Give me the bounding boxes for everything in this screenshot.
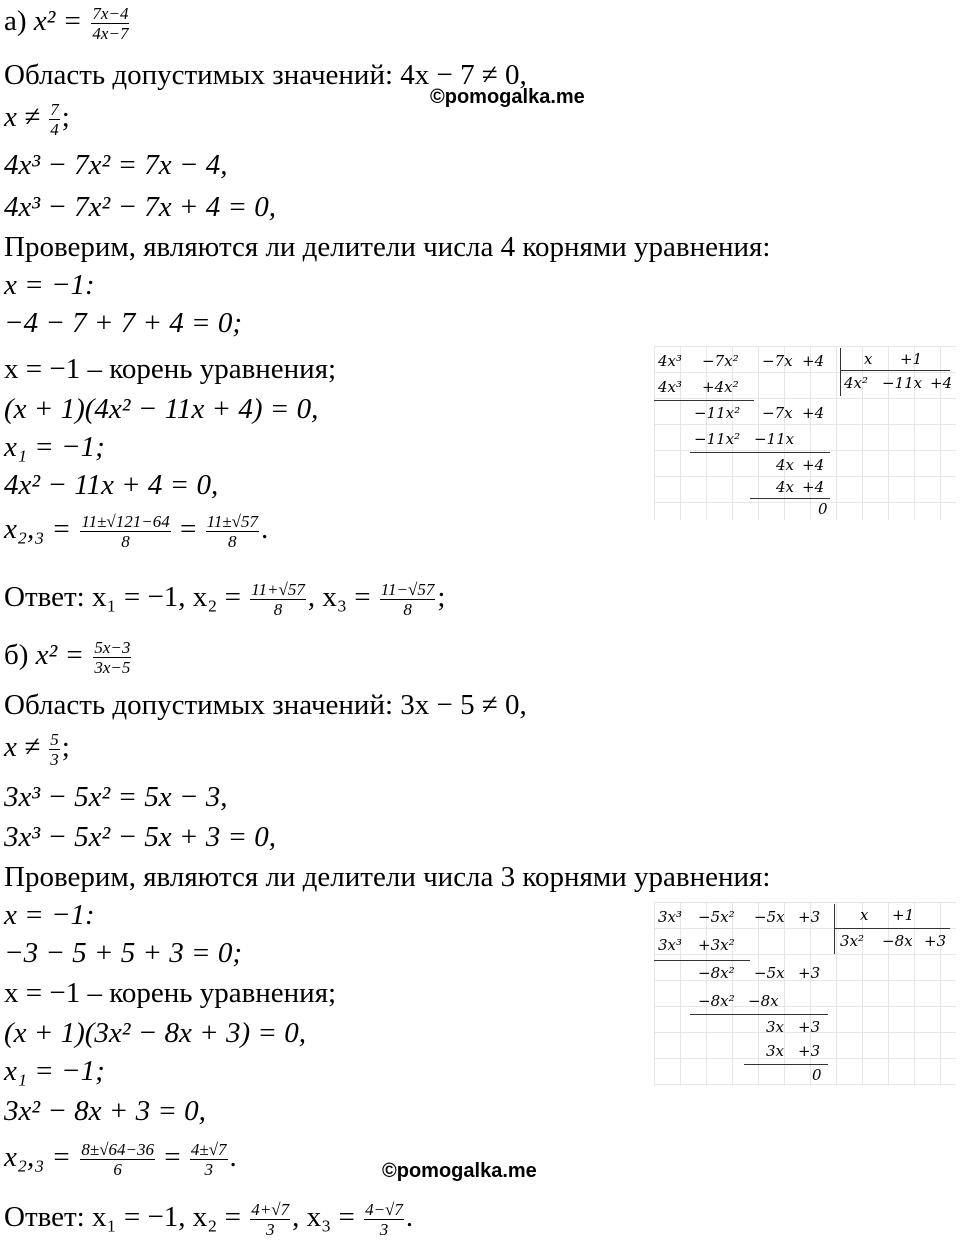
fraction (206, 512, 259, 551)
division-term: 4x³ (658, 378, 683, 396)
fraction-denominator: 8 (121, 532, 130, 551)
part-b-label: б) (4, 639, 29, 672)
fraction-numerator: 4±√7 (190, 1140, 227, 1159)
division-term: +3 (798, 908, 821, 926)
equation-line: 3x² − 8x + 3 = 0, (4, 1095, 206, 1127)
division-term: +4 (802, 352, 825, 370)
division-term: 3x (766, 1018, 785, 1036)
division-term: x (864, 350, 873, 368)
fraction-numerator: 11+√57 (251, 580, 305, 599)
part-a-equation (4, 4, 131, 43)
division-term: +3 (798, 1042, 821, 1060)
equation-line: x₁ = −1; (4, 1055, 105, 1087)
division-term: −11x (754, 430, 795, 448)
fraction-denominator: 8 (228, 532, 237, 551)
fraction (364, 1200, 404, 1239)
division-term: +4 (802, 478, 825, 496)
math-text: = (179, 513, 197, 546)
math-text: , x₃ = (292, 1201, 355, 1234)
division-term: −8x (748, 992, 779, 1010)
fraction-denominator: 3 (379, 1220, 389, 1239)
math-text: ; (61, 101, 70, 134)
division-term: −8x² (698, 992, 735, 1010)
division-term: −5x² (698, 908, 735, 926)
x-not-equal (4, 730, 70, 769)
equation-line: (x + 1)(4x² − 11x + 4) = 0, (4, 393, 319, 425)
equation-line: x = −1: (4, 899, 95, 931)
fraction-numerator: 7x−4 (92, 4, 129, 23)
answer-line (4, 1200, 413, 1239)
division-rule (654, 960, 750, 961)
division-term: 3x³ (658, 936, 683, 954)
fraction (80, 512, 170, 551)
division-term: −7x² (702, 352, 739, 370)
x-not-equal (4, 100, 70, 139)
division-term: +1 (892, 906, 915, 924)
equation-line: x₁ = −1; (4, 431, 105, 463)
equation-line: 3x³ − 5x² − 5x + 3 = 0, (4, 821, 277, 853)
equation-line: 4x³ − 7x² − 7x + 4 = 0, (4, 191, 277, 223)
division-term: −8x (882, 932, 913, 950)
root-statement: x = −1 – корень уравнения; (4, 353, 337, 385)
fraction-denominator: 3x−5 (94, 658, 131, 677)
math-text: . (261, 513, 269, 546)
division-term: 4x³ (658, 352, 683, 370)
equation-line: (x + 1)(3x² − 8x + 3) = 0, (4, 1017, 306, 1049)
fraction-numerator: 11−√57 (380, 580, 435, 599)
division-rule (690, 1014, 828, 1015)
fraction-denominator: 8 (403, 600, 412, 619)
fraction-numerator: 11±√57 (206, 512, 258, 531)
math-text: Ответ: x₁ = −1, x₂ = (4, 581, 242, 614)
division-term: −7x (762, 352, 793, 370)
division-term: +3 (924, 932, 947, 950)
math-text: x₂,₃ = (4, 1141, 72, 1174)
division-rule (840, 348, 841, 396)
division-term: −11x (882, 374, 923, 392)
domain-text: Область допустимых значений: 3x − 5 ≠ 0, (4, 689, 527, 721)
division-rule (750, 498, 830, 499)
polynomial-division-a (654, 346, 956, 520)
division-term: +3 (798, 964, 821, 982)
division-term: 3x² (840, 932, 865, 950)
part-b-equation (4, 638, 133, 677)
equation-line: x = −1: (4, 269, 95, 301)
check-text: Проверим, являются ли делители числа 3 корнями уравнения: (4, 861, 771, 893)
equation-line: −3 − 5 + 5 + 3 = 0; (4, 937, 243, 969)
division-rule (654, 400, 754, 401)
division-term: +3 (798, 1018, 821, 1036)
division-term: −5x (754, 908, 785, 926)
fraction-numerator: 5x−3 (94, 638, 131, 657)
equation-line: 3x³ − 5x² = 5x − 3, (4, 781, 228, 813)
domain-text: Область допустимых значений: 4x − 7 ≠ 0, (4, 59, 527, 91)
fraction (80, 1140, 155, 1179)
fraction-numerator: 8±√64−36 (81, 1140, 154, 1159)
fraction (250, 1200, 290, 1239)
fraction (380, 580, 436, 619)
fraction-numerator: 5 (50, 730, 59, 749)
fraction-numerator: 11±√121−64 (81, 512, 170, 531)
equation-line: 4x³ − 7x² = 7x − 4, (4, 149, 228, 181)
division-term: 0 (812, 1066, 822, 1084)
division-term: −11x² (694, 430, 741, 448)
part-a-label: а) (4, 5, 27, 38)
fraction (250, 580, 306, 619)
division-term: +1 (900, 350, 923, 368)
polynomial-division-b (654, 902, 956, 1086)
math-text: ; (437, 581, 446, 614)
division-rule (744, 1064, 828, 1065)
check-text: Проверим, являются ли делители числа 4 корнями уравнения: (4, 231, 771, 263)
division-term: 4x² (844, 374, 869, 392)
division-rule (834, 928, 950, 929)
division-term: x (860, 906, 869, 924)
division-term: +4x² (702, 378, 739, 396)
math-text: x₂,₃ = (4, 513, 72, 546)
watermark: ©pomogalka.me (382, 1160, 537, 1182)
watermark: ©pomogalka.me (430, 86, 585, 108)
fraction (49, 100, 60, 139)
math-text: . (405, 1201, 414, 1234)
division-term: 3x (766, 1042, 785, 1060)
division-term: +4 (930, 374, 953, 392)
division-rule (840, 370, 950, 371)
fraction-denominator: 3 (204, 1160, 213, 1179)
roots-formula (4, 1140, 237, 1179)
math-text: = (164, 1141, 181, 1174)
division-term: −5x (754, 964, 785, 982)
fraction-denominator: 4x−7 (92, 24, 129, 43)
division-term: 4x (776, 478, 795, 496)
fraction-denominator: 3 (50, 750, 59, 769)
fraction-numerator: 4−√7 (365, 1200, 403, 1219)
root-statement: x = −1 – корень уравнения; (4, 977, 337, 1009)
division-term: +4 (802, 404, 825, 422)
fraction-denominator: 8 (273, 600, 283, 619)
division-term: −8x² (698, 964, 735, 982)
division-term: 4x (776, 456, 795, 474)
fraction-denominator: 3 (265, 1220, 275, 1239)
fraction-denominator: 6 (113, 1160, 122, 1179)
division-term: 3x³ (658, 908, 683, 926)
math-text: ; (61, 731, 70, 764)
division-term: +4 (802, 456, 825, 474)
division-rule (690, 452, 830, 453)
roots-formula (4, 512, 268, 551)
fraction (49, 730, 60, 769)
fraction-numerator: 4+√7 (251, 1200, 290, 1219)
math-text: x ≠ (4, 731, 41, 764)
answer-line (4, 580, 445, 619)
fraction (190, 1140, 228, 1179)
fraction (91, 4, 129, 43)
math-text: . (229, 1141, 237, 1174)
fraction-denominator: 4 (50, 120, 59, 139)
division-rule (834, 904, 835, 954)
equation-line: −4 − 7 + 7 + 4 = 0; (4, 307, 243, 339)
math-text: x ≠ (4, 101, 41, 134)
fraction (93, 638, 131, 677)
math-text: x² = (33, 5, 83, 38)
equation-line: 4x² − 11x + 4 = 0, (4, 469, 219, 501)
math-text: Ответ: x₁ = −1, x₂ = (4, 1201, 242, 1234)
division-term: 0 (818, 500, 828, 518)
division-term: −7x (762, 404, 793, 422)
fraction-numerator: 7 (50, 100, 59, 119)
division-term: +3x² (698, 936, 735, 954)
division-term: −11x² (694, 404, 741, 422)
math-text: x² = (35, 639, 85, 672)
math-text: , x₃ = (307, 581, 371, 614)
